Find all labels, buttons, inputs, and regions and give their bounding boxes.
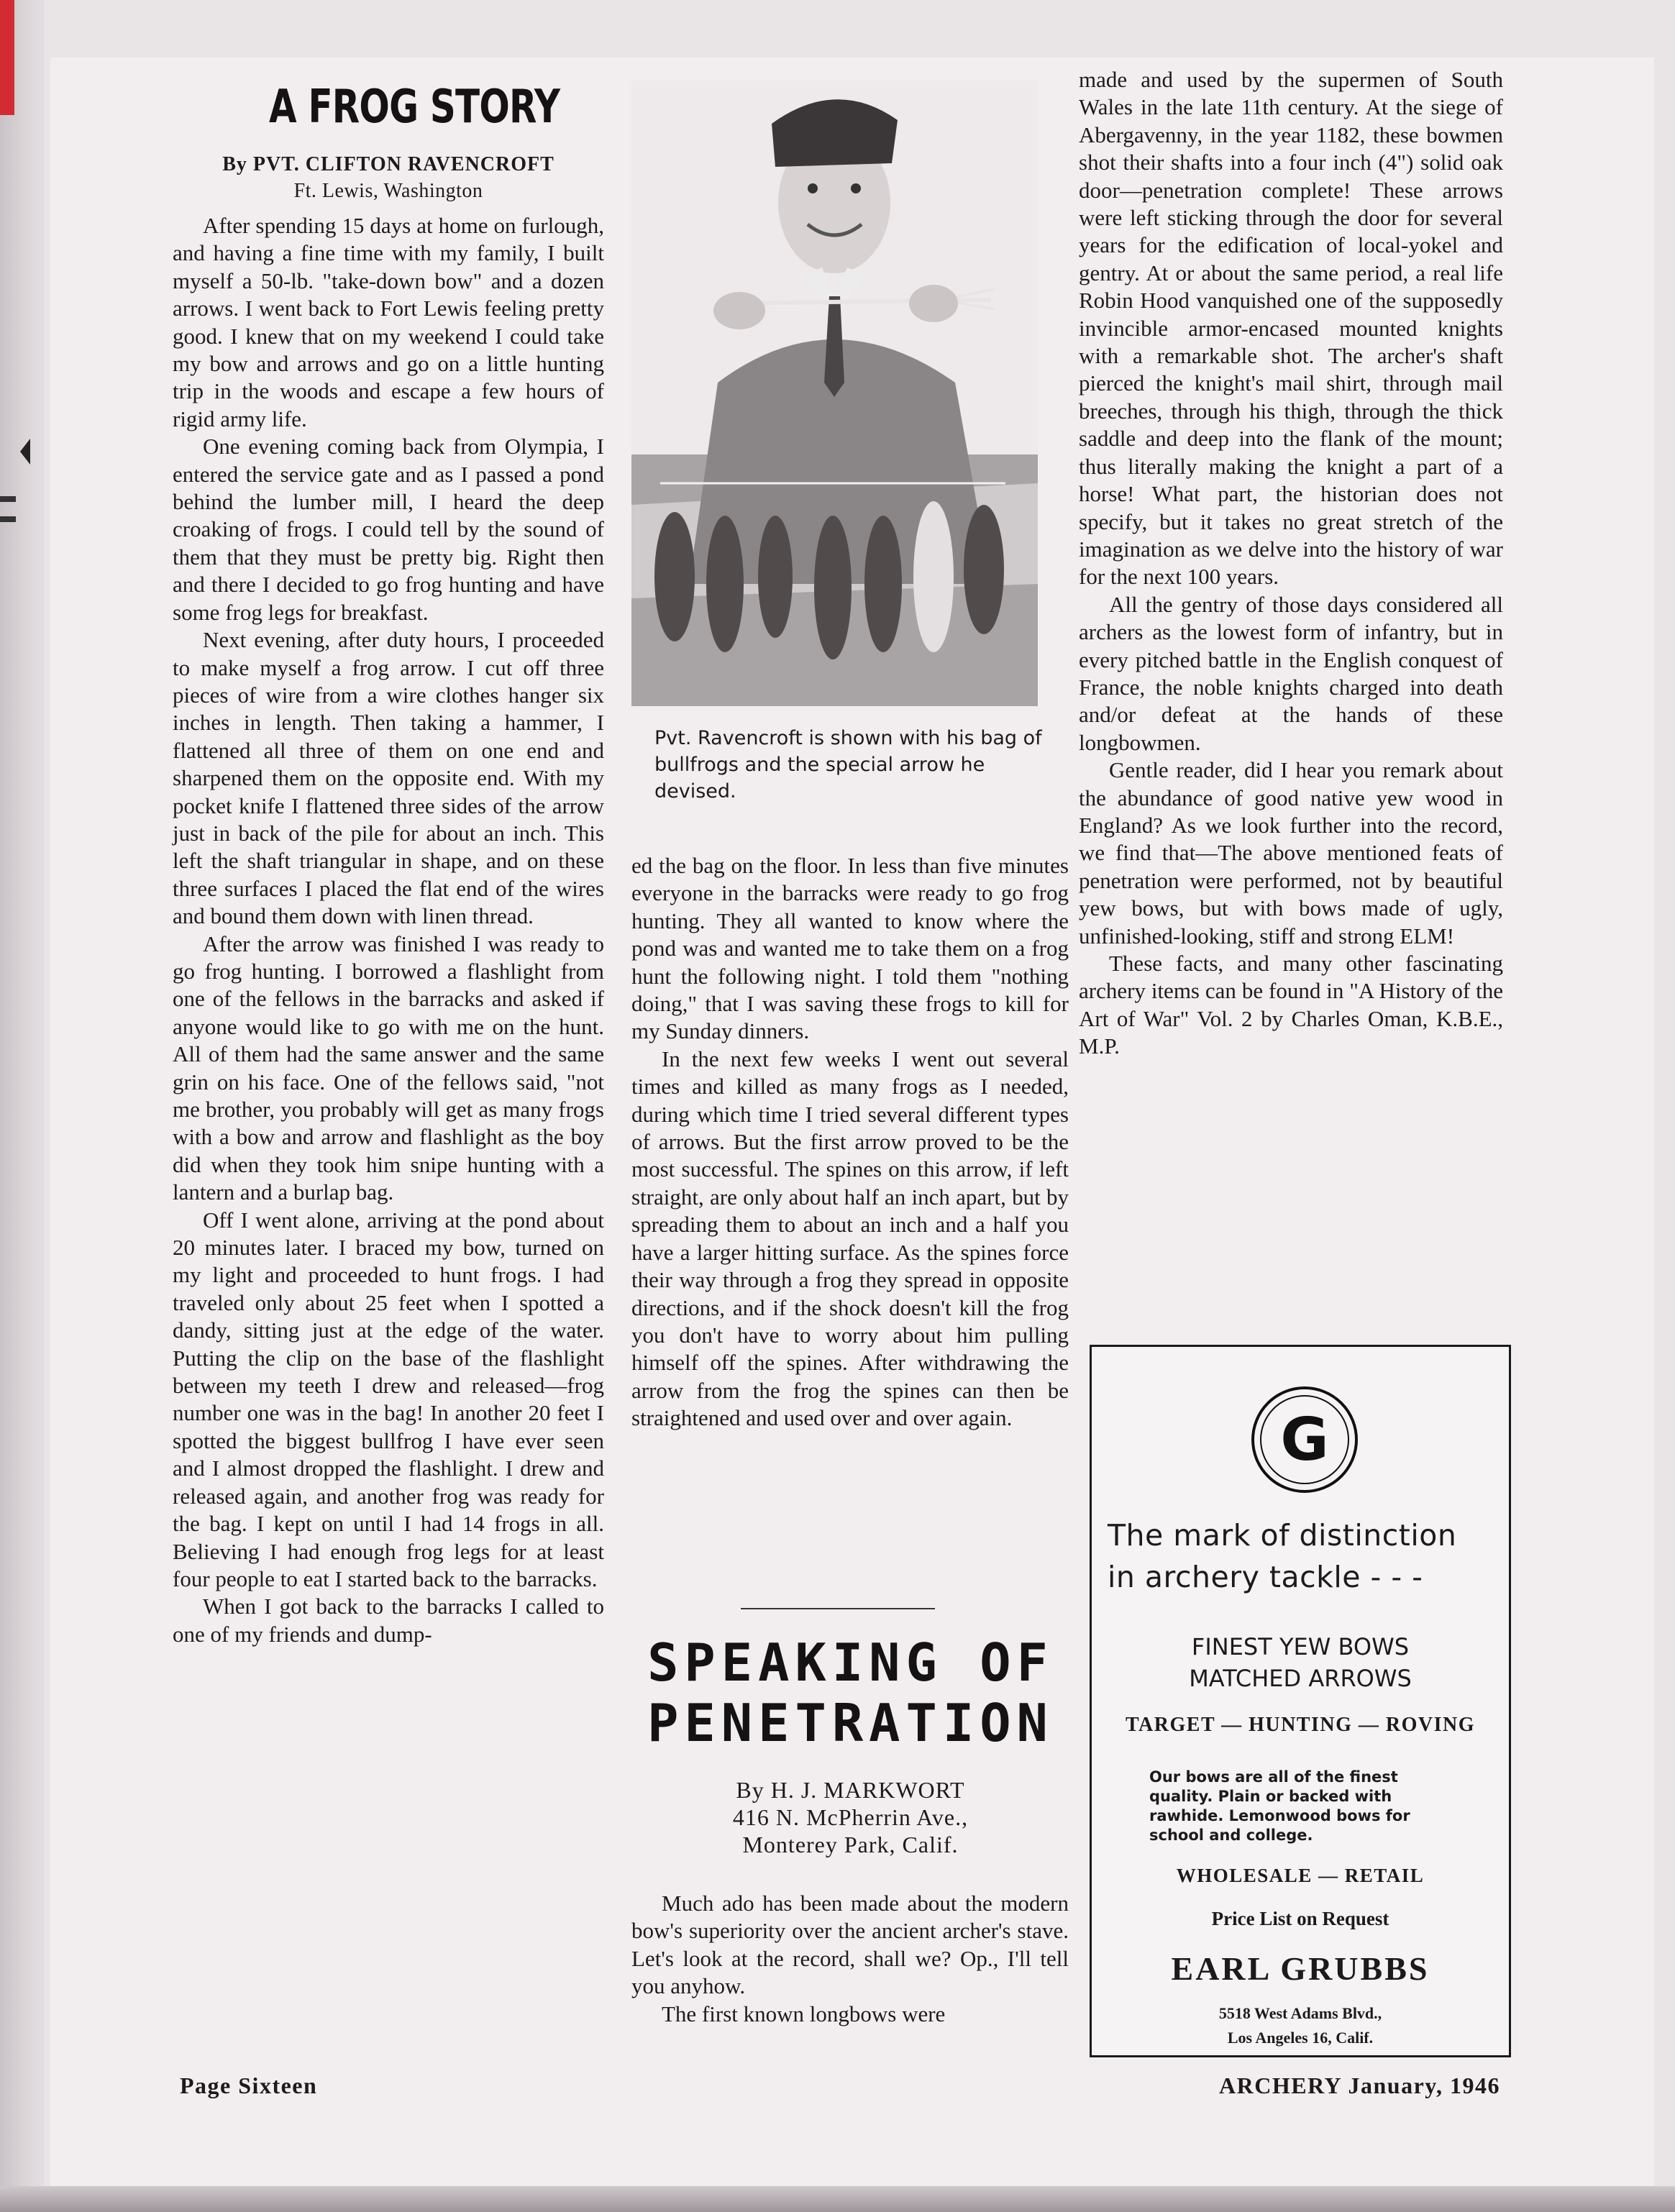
binding-mark: [0, 516, 16, 522]
article-byline: By PVT. CLIFTON RAVENCROFT: [222, 153, 554, 175]
article-2-title-line: PENETRATION: [647, 1693, 1054, 1753]
ad-city: Los Angeles 16, Calif.: [1227, 2029, 1374, 2047]
g-logo-icon: [1251, 1386, 1358, 1493]
ad-product-line: FINEST YEW BOWS: [1191, 1633, 1410, 1660]
article-photo: [631, 81, 1038, 706]
ad-tagline: [1108, 1514, 1496, 1598]
ad-street: 5518 West Adams Blvd.,: [1218, 2004, 1382, 2022]
binding-mark: [0, 496, 16, 502]
article-location: Ft. Lewis, Washington: [293, 180, 483, 202]
article-2-byline-block: [633, 1776, 1068, 1858]
article-title: A FROG STORY: [269, 81, 560, 134]
paragraph: After spending 15 days at home on furlough, and having a fine time with my family, I built myself a 50-lb. "take-down bow" and a dozen arrows. I went back to Fort Lewis feeling pretty good. I knew that on my weekend I could take my bow and arrows and go on a little hunting trip in the woods and escape a few hours of rigid army life.: [173, 213, 604, 431]
ad-price-list: Price List on Request: [1211, 1908, 1389, 1929]
article-2-title: [633, 1632, 1068, 1753]
section-divider: [741, 1608, 935, 1609]
paragraph: In the next few weeks I went out several times and killed as many frogs as I needed, during which time I tried several different types of arrows. But the first arrow proved to be the most successful. The spines on this arrow, if left straight, are only about half an inch apart, but by spreading them to about an inch and a half you have a larger hitting surface. As the spines force their way through a frog they spread in opposite directions, and if the shock doesn't kill the frog you don't have to worry about him pulling himself off the spines. After withdrawing the arrow from the frog the spines can then be straightened and used over and over again.: [631, 1046, 1069, 1431]
article-column-2: [631, 852, 1069, 1432]
paragraph: Off I went alone, arriving at the pond about 20 minutes later. I braced my bow, turned on my light and proceeded to hunt frogs. I had traveled only about 25 feet when I spotted a dandy, sitting just at the edge of the water. Putting the clip on the base of the flashlight between my teeth I drew and released—frog number one was in the bag! In another 20 feet I spotted the biggest bullfrog I have ever seen and I almost dropped the flashlight. I drew and released again, and another frog was ready for the bag. I kept on until I had 14 frogs in all. Believing I had enough frog legs for at least four people to eat I started back to the barracks.: [173, 1207, 604, 1591]
paragraph: The first known longbows were: [662, 2001, 946, 2026]
article-2-address: 416 N. McPherrin Ave.,: [732, 1804, 969, 1830]
ad-tagline-line: in archery tackle - - -: [1108, 1560, 1423, 1594]
paragraph: Much ado has been made about the modern bow's superiority over the ancient archer's stave. Let's look at the record, shall we? Op., I'll tell you anyhow.: [631, 1891, 1069, 1999]
paragraph: Gentle reader, did I hear you remark about the abundance of good native yew wood in England? As we look further into the record, we find that—The above mentioned feats of penetration were performed, not by beautiful yew bows, but with bows made of ugly, unfinished-looking, stiff and strong ELM!: [1079, 757, 1503, 949]
binding-tab-marker: [20, 439, 30, 465]
advertisement: [1090, 1345, 1511, 2057]
ad-sales: WHOLESALE — RETAIL: [1176, 1865, 1425, 1886]
ad-categories: TARGET — HUNTING — ROVING: [1125, 1714, 1476, 1736]
article-2-byline: By H. J. MARKWORT: [736, 1777, 965, 1803]
paragraph: All the gentry of those days considered all archers as the lowest form of infantry, but in every pitched battle in the English conquest of France, the noble knights charged into death and/or defeat at the hands of these longbowmen.: [1079, 591, 1503, 755]
ad-product-line: MATCHED ARROWS: [1189, 1665, 1412, 1692]
ad-company-name: EARL GRUBBS: [1171, 1950, 1430, 1987]
page-binding: [0, 0, 45, 2212]
page-edge-shadow: [0, 2186, 1675, 2212]
soldier-with-frogs-photo: [631, 81, 1038, 706]
paragraph: When I got back to the barracks I called to one of my friends and dump-: [173, 1594, 604, 1647]
page-number: Page Sixteen: [180, 2072, 318, 2098]
photo-caption: Pvt. Ravencroft is shown with his bag of bullfrogs and the special arrow he devised.: [654, 727, 1042, 803]
paragraph: ed the bag on the floor. In less than five minutes everyone in the barracks were ready to go frog hunting. They all wanted to know where the pond was and wanted me to take them on a frog hunt the following night. I told them "nothing doing," that I was saving these frogs to kill for my Sunday dinners.: [631, 853, 1069, 1044]
paragraph: These facts, and many other fascinating archery items can be found in "A History of the Art of War" Vol. 2 by Charles Oman, K.B.E., M.P.: [1079, 951, 1503, 1059]
paragraph: made and used by the supermen of South Wales in the late 11th century. At the siege of Abergavenny, in the year 1182, these bowmen shot their shafts into a four inch (4") solid oak door—penetration complete! These arrows were left sticking through the door for several years for the edification of local-yokel and gentry. At or about the same period, a real life Robin Hood vanquished one of the supposedly invincible armor-encased mounted knights with a remarkable shot. The archer's shaft pierced the knight's mail shirt, through mail breeches, through his thigh, through the thick saddle and deep into the flank of the mount; thus literally making the knight a part of a horse! What part, the historian does not specify, but it takes no great stretch of the imagination as we delve into the history of war for the next 100 years.: [1079, 67, 1503, 590]
article-2-continuation: [1079, 66, 1503, 1061]
ad-description: Our bows are all of the finest quality. Plain or backed with rawhide. Lemonwood bows for school and college.: [1149, 1768, 1410, 1844]
paragraph: After the arrow was finished I was ready to go frog hunting. I borrowed a flashlight from one of the fellows in the barracks and asked if anyone would like to go with me on the hunt. All of them had the same answer and the same grin on his face. One of the fellows said, "not me brother, you probably will get as many frogs with a bow and arrow and flashlight as the boy did when they took him snipe hunting with a lantern and a burlap bag.: [173, 931, 604, 1205]
logo-letter: G: [1260, 1395, 1349, 1484]
article-2-title-line: SPEAKING OF: [647, 1632, 1054, 1693]
ad-tagline-line: The mark of distinction: [1108, 1518, 1457, 1553]
article-column-1: [173, 212, 604, 1648]
article-2-address: Monterey Park, Calif.: [742, 1832, 959, 1857]
binding-red-edge: [0, 0, 14, 115]
paragraph: One evening coming back from Olympia, I entered the service gate and as I passed a pond behind the lumber mill, I heard the deep croaking of frogs. I could tell by the sound of them that they must be pretty big. Right then and there I decided to go frog hunting and have some frog legs for breakfast.: [173, 434, 604, 625]
article-2-column: [631, 1890, 1069, 2028]
ad-address: [1092, 2001, 1509, 2050]
paragraph: Next evening, after duty hours, I proceeded to make myself a frog arrow. I cut off three pieces of wire from a wire clothes hanger six inches in length. Then taking a hammer, I flattened all three of them on one end and sharpened them on the opposite end. With my pocket knife I flattened three sides of the arrow just in back of the pile for about an inch. This left the shaft triangular in shape, and on these three surfaces I placed the flat end of the wires and bound them down with linen thread.: [173, 627, 604, 929]
publication-issue: ARCHERY January, 1946: [1219, 2072, 1500, 2098]
ad-products: [1092, 1631, 1509, 1694]
